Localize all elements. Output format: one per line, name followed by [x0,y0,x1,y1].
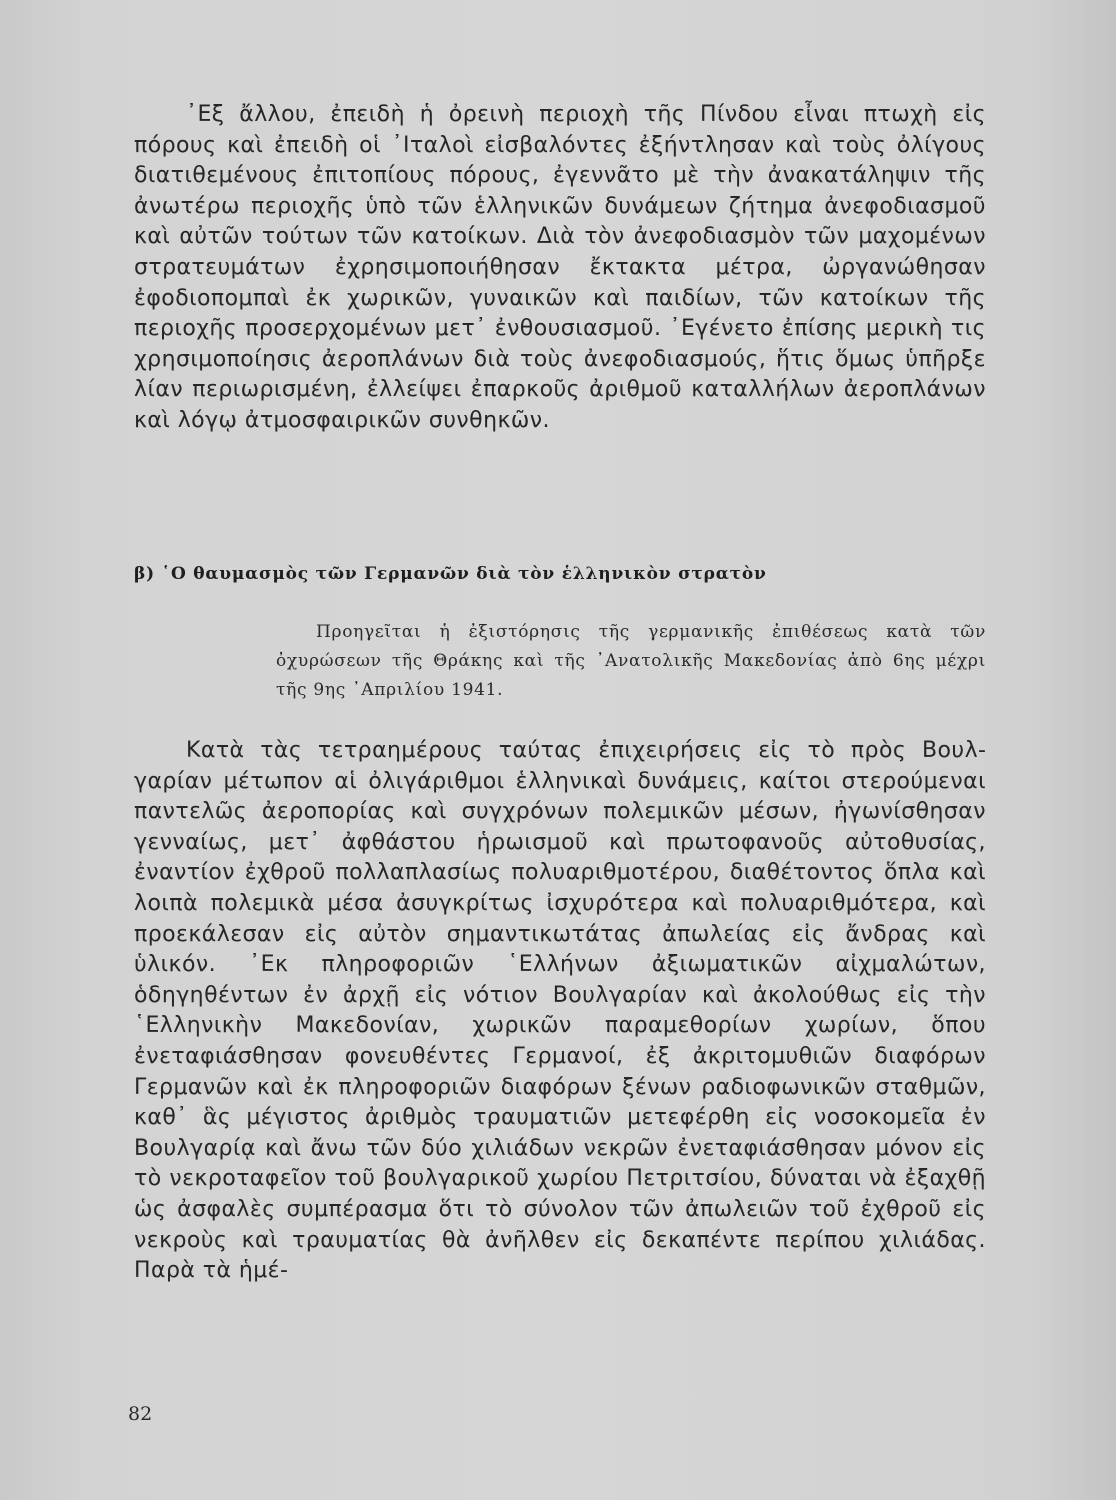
body-paragraph-1: ᾿Εξ ἄλλου, ἐπειδὴ ἡ ὀρεινὴ περιοχὴ τῆς Πίνδου εἶναι πτωχὴ εἰς πόρους καὶ ἐπειδὴ οἱ ᾿Ιταλοὶ εἰσβαλόντες ἐξήντλησαν καὶ τοὺς ὀλίγους διατιθεμένους ἐπιτοπίους πόρους, ἐγεννᾶτο μὲ τὴν ἀνακατάληψιν τῆς ἀνωτέρω περιοχῆς ὑπὸ τῶν ἑλληνικῶν δυνάμεων ζήτημα ἀνεφοδιασμοῦ καὶ αὐτῶν τούτων τῶν κατοίκων. Διὰ τὸν ἀνεφοδιασμὸν τῶν μαχομένων στρατευμάτων ἐχρησιμοποιήθησαν ἔκτακτα μέτρα, ὠργανώθησαν ἐφοδιοπομπαὶ ἐκ χωρικῶν, γυναικῶν καὶ παιδίων, τῶν κατοίκων τῆς περιοχῆς προσερχομένων μετ᾿ ἐνθουσιασμοῦ. ᾿Εγένετο ἐπίσης μερικὴ τις χρησιμοποίησις ἀεροπλάνων διὰ τοὺς ἀνεφοδιασμούς, ἥτις ὅμως ὑπῆρξε λίαν περιωρισμένη, ἐλλείψει ἐπαρκοῦς ἀριθμοῦ καταλλήλων ἀεροπλάνων καὶ λόγῳ ἀτμοσφαιρικῶν συνθηκῶν. [134,102,986,433]
page-number: 82 [128,1403,153,1425]
section-summary: Προηγεῖται ἡ ἐξιστόρησις τῆς γερμανικῆς ἐπιθέσεως κατὰ τῶν ὀχυρώσεων τῆς Θράκης καὶ τῆς ᾿Ανατολικῆς Μακεδονίας ἀπὸ 6ης μέχρι τῆς 9ης ᾿Απριλίου 1941. [276,622,986,700]
body-paragraph-2: Κατὰ τὰς τετραημέρους ταύτας ἐπιχειρήσεις εἰς τὸ πρὸς Βουλγαρίαν μέτωπον αἱ ὀλιγάριθμοι ἑλληνικαὶ δυνάμεις, καίτοι στερούμεναι παντελῶς ἀεροπορίας καὶ συγχρόνων πολεμικῶν μέσων, ἠγωνίσθησαν γενναίως, μετ᾿ ἀφθάστου ἡρωισμοῦ καὶ πρωτοφανοῦς αὐτοθυσίας, ἐναντίον ἐχθροῦ πολλαπλασίως πολυαριθμοτέρου, διαθέτοντος ὅπλα καὶ λοιπὰ πολεμικὰ μέσα ἀσυγκρίτως ἰσχυρότερα καὶ πολυαριθμότερα, καὶ προεκάλεσαν εἰς αὐτὸν σημαντικωτάτας ἀπωλείας εἰς ἄνδρας καὶ ὑλικόν. ᾿Εκ πληροφοριῶν ῾Ελλήνων ἀξιωματικῶν αἰχμαλώτων, ὁδηγηθέντων ἐν ἀρχῇ εἰς νότιον Βουλγαρίαν καὶ ἀκολούθως εἰς τὴν ῾Ελληνικὴν Μακεδονίαν, χωρικῶν παραμεθορίων χωρίων, ὅπου ἐνεταφιάσθησαν φονευθέντες Γερμανοί, ἐξ ἀκριτομυθιῶν διαφόρων Γερμανῶν καὶ ἐκ πληροφοριῶν διαφόρων ξένων ραδιοφωνικῶν σταθμῶν, καθ᾿ ἃς μέγιστος ἀριθμὸς τραυματιῶν μετεφέρθη εἰς νοσοκομεῖα ἐν Βουλγαρίᾳ καὶ ἄνω τῶν δύο χιλιάδων νεκρῶν ἐνεταφιάσθησαν μόνον εἰς τὸ νεκροταφεῖον τοῦ βουλγαρικοῦ χωρίου Πετριτσίου, δύναται νὰ ἐξαχθῇ ὡς ἀσφαλὲς συμπέρασμα ὅτι τὸ σύνολον τῶν ἀπωλειῶν τοῦ ἐχθροῦ εἰς νεκροὺς καὶ τραυματίας θὰ ἀνῆλθεν εἰς δεκαπέντε περίπου χιλιάδας. Παρὰ τὰ ἡμέ- [134,738,986,1284]
section-heading: β) ῾Ο θαυμασμὸς τῶν Γερμανῶν διὰ τὸν ἑλληνικὸν στρατὸν [134,564,767,584]
